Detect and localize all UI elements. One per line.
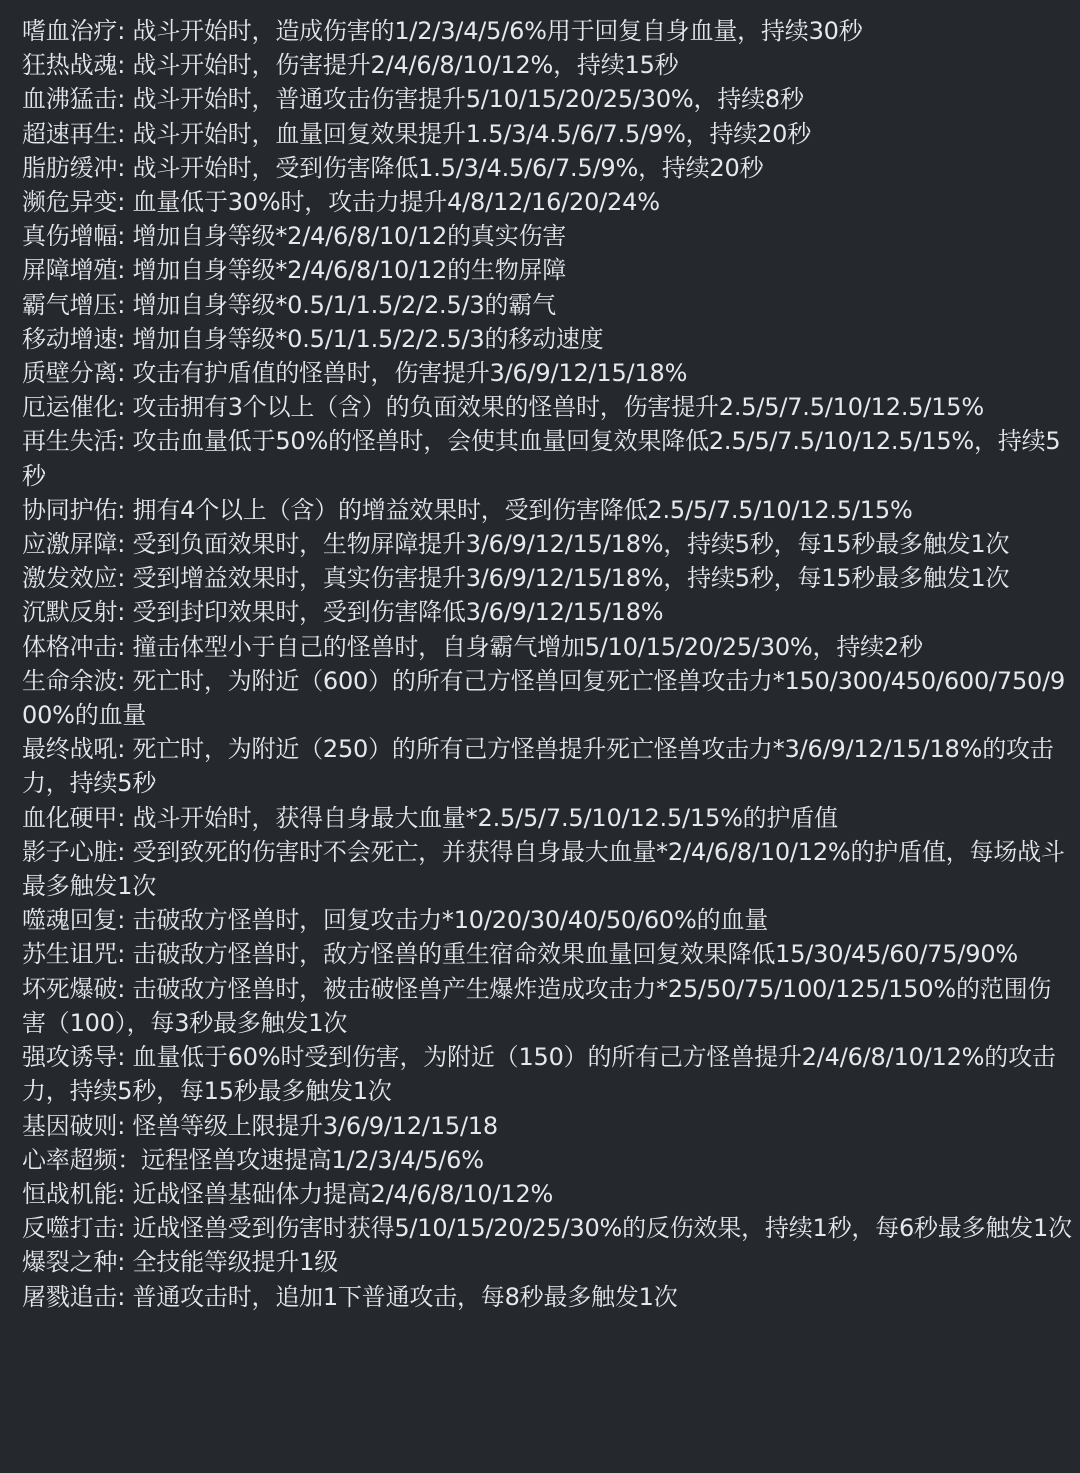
skill-name: 生命余波: bbox=[22, 666, 126, 695]
skill-entry bbox=[22, 972, 1072, 1040]
skill-entry bbox=[22, 185, 1072, 219]
skill-entry bbox=[22, 1143, 1072, 1177]
skill-entry bbox=[22, 82, 1072, 116]
skill-entry bbox=[22, 595, 1072, 629]
skill-entry bbox=[22, 664, 1072, 732]
skill-description: 战斗开始时，受到伤害降低1.5/3/4.5/6/7.5/9%，持续20秒 bbox=[125, 153, 764, 182]
skill-name: 沉默反射: bbox=[22, 598, 126, 627]
skill-description: 战斗开始时，伤害提升2/4/6/8/10/12%，持续15秒 bbox=[125, 51, 679, 80]
skill-entry bbox=[22, 937, 1072, 971]
skill-entry bbox=[22, 1040, 1072, 1108]
skill-entry bbox=[22, 390, 1072, 424]
skill-entry bbox=[22, 732, 1072, 800]
skill-description: 怪兽等级上限提升3/6/9/12/15/18 bbox=[125, 1111, 498, 1140]
skill-description: 普通攻击时，追加1下普通攻击，每8秒最多触发1次 bbox=[125, 1282, 678, 1311]
skill-name: 移动增速: bbox=[22, 324, 126, 353]
skill-entry bbox=[22, 322, 1072, 356]
skill-entry bbox=[22, 903, 1072, 937]
skill-name: 激发效应: bbox=[22, 564, 126, 593]
skill-description: 增加自身等级*0.5/1/1.5/2/2.5/3的移动速度 bbox=[125, 324, 604, 353]
skill-entry bbox=[22, 630, 1072, 664]
skill-name: 心率超频： bbox=[22, 1145, 141, 1174]
skill-entry bbox=[22, 493, 1072, 527]
skill-name: 真伤增幅: bbox=[22, 222, 126, 251]
skill-name: 恒战机能: bbox=[22, 1179, 126, 1208]
skill-name: 应激屏障: bbox=[22, 530, 126, 559]
skill-description: 死亡时，为附近（600）的所有己方怪兽回复死亡怪兽攻击力*150/300/450/600/750/900%的血量 bbox=[22, 666, 1066, 730]
skill-entry bbox=[22, 117, 1072, 151]
skill-entry bbox=[22, 356, 1072, 390]
skill-name: 嗜血治疗: bbox=[22, 17, 126, 45]
skill-description: 战斗开始时，血量回复效果提升1.5/3/4.5/6/7.5/9%，持续20秒 bbox=[125, 119, 812, 148]
skill-description: 远程怪兽攻速提高1/2/3/4/5/6% bbox=[141, 1145, 484, 1174]
skill-name: 最终战吼: bbox=[22, 735, 126, 764]
skill-name: 反噬打击: bbox=[22, 1214, 126, 1243]
skill-name: 再生失活: bbox=[22, 427, 126, 456]
skill-description: 全技能等级提升1级 bbox=[125, 1248, 338, 1277]
skill-description: 受到致死的伤害时不会死亡，并获得自身最大血量*2/4/6/8/10/12%的护盾值，每场战斗最多触发1次 bbox=[22, 837, 1065, 901]
skill-description: 增加自身等级*2/4/6/8/10/12的真实伤害 bbox=[125, 222, 567, 251]
skill-description: 攻击拥有3个以上（含）的负面效果的怪兽时，伤害提升2.5/5/7.5/10/12.5/15% bbox=[125, 393, 984, 422]
skill-name: 坏死爆破: bbox=[22, 974, 126, 1003]
skill-name: 基因破则: bbox=[22, 1111, 126, 1140]
skill-name: 质壁分离: bbox=[22, 359, 126, 388]
skill-entry bbox=[22, 219, 1072, 253]
skill-description: 攻击有护盾值的怪兽时，伤害提升3/6/9/12/15/18% bbox=[125, 359, 688, 388]
skill-description: 击破敌方怪兽时，被击破怪兽产生爆炸造成攻击力*25/50/75/100/125/150%的范围伤害（100），每3秒最多触发1次 bbox=[22, 974, 1052, 1037]
skill-name: 噬魂回复: bbox=[22, 906, 126, 935]
skill-description: 增加自身等级*0.5/1/1.5/2/2.5/3的霸气 bbox=[125, 290, 556, 319]
skill-entry bbox=[22, 1177, 1072, 1211]
skill-list bbox=[22, 14, 1072, 1314]
skill-name: 血化硬甲: bbox=[22, 803, 126, 832]
skill-name: 苏生诅咒: bbox=[22, 940, 126, 969]
skill-description: 受到增益效果时，真实伤害提升3/6/9/12/15/18%，持续5秒，每15秒最多触发1次 bbox=[125, 564, 1010, 593]
skill-name: 超速再生: bbox=[22, 119, 126, 148]
skill-entry bbox=[22, 424, 1072, 492]
skill-description: 血量低于30%时，攻击力提升4/8/12/16/20/24% bbox=[125, 188, 660, 217]
skill-entry bbox=[22, 1109, 1072, 1143]
skill-name: 濒危异变: bbox=[22, 188, 126, 217]
skill-entry bbox=[22, 561, 1072, 595]
skill-name: 影子心脏: bbox=[22, 837, 126, 866]
skill-name: 屏障增殖: bbox=[22, 256, 126, 285]
skill-description: 血量低于60%时受到伤害，为附近（150）的所有己方怪兽提升2/4/6/8/10/12%的攻击力，持续5秒，每15秒最多触发1次 bbox=[22, 1043, 1056, 1106]
skill-entry bbox=[22, 48, 1072, 82]
skill-name: 狂热战魂: bbox=[22, 51, 126, 80]
skill-entry bbox=[22, 14, 1072, 48]
skill-description: 击破敌方怪兽时，敌方怪兽的重生宿命效果血量回复效果降低15/30/45/60/75/90% bbox=[125, 940, 1018, 969]
skill-description: 增加自身等级*2/4/6/8/10/12的生物屏障 bbox=[125, 256, 567, 285]
skill-entry bbox=[22, 1280, 1072, 1314]
skill-name: 爆裂之种: bbox=[22, 1248, 126, 1277]
skill-entry bbox=[22, 288, 1072, 322]
skill-entry bbox=[22, 1211, 1072, 1245]
skill-name: 强攻诱导: bbox=[22, 1043, 126, 1072]
skill-name: 血沸猛击: bbox=[22, 85, 126, 114]
skill-description: 近战怪兽受到伤害时获得5/10/15/20/25/30%的反伤效果，持续1秒，每6秒最多触发1次 bbox=[125, 1214, 1072, 1243]
skill-entry bbox=[22, 151, 1072, 185]
skill-entry bbox=[22, 1245, 1072, 1279]
skill-entry bbox=[22, 835, 1072, 903]
skill-name: 协同护佑: bbox=[22, 495, 126, 524]
skill-entry bbox=[22, 253, 1072, 287]
skill-name: 体格冲击: bbox=[22, 632, 126, 661]
skill-description: 拥有4个以上（含）的增益效果时，受到伤害降低2.5/5/7.5/10/12.5/15% bbox=[125, 495, 913, 524]
skill-description: 受到负面效果时，生物屏障提升3/6/9/12/15/18%，持续5秒，每15秒最多触发1次 bbox=[125, 530, 1010, 559]
skill-description: 击破敌方怪兽时，回复攻击力*10/20/30/40/50/60%的血量 bbox=[125, 906, 768, 935]
skill-name: 屠戮追击: bbox=[22, 1282, 126, 1311]
skill-description: 攻击血量低于50%的怪兽时，会使其血量回复效果降低2.5/5/7.5/10/12.5/15%，持续5秒 bbox=[22, 427, 1061, 490]
skill-description: 战斗开始时，普通攻击伤害提升5/10/15/20/25/30%，持续8秒 bbox=[125, 85, 804, 114]
skill-description: 近战怪兽基础体力提高2/4/6/8/10/12% bbox=[125, 1179, 554, 1208]
skill-description: 战斗开始时，造成伤害的1/2/3/4/5/6%用于回复自身血量，持续30秒 bbox=[125, 17, 863, 45]
skill-description: 受到封印效果时，受到伤害降低3/6/9/12/15/18% bbox=[125, 598, 664, 627]
skill-name: 脂肪缓冲: bbox=[22, 153, 126, 182]
skill-name: 霸气增压: bbox=[22, 290, 126, 319]
skill-description: 死亡时，为附近（250）的所有己方怪兽提升死亡怪兽攻击力*3/6/9/12/15/18%的攻击力，持续5秒 bbox=[22, 735, 1054, 798]
skill-description: 战斗开始时，获得自身最大血量*2.5/5/7.5/10/12.5/15%的护盾值 bbox=[125, 803, 838, 832]
skill-name: 厄运催化: bbox=[22, 393, 126, 422]
skill-description: 撞击体型小于自己的怪兽时，自身霸气增加5/10/15/20/25/30%，持续2秒 bbox=[125, 632, 923, 661]
skill-entry bbox=[22, 801, 1072, 835]
skill-entry bbox=[22, 527, 1072, 561]
